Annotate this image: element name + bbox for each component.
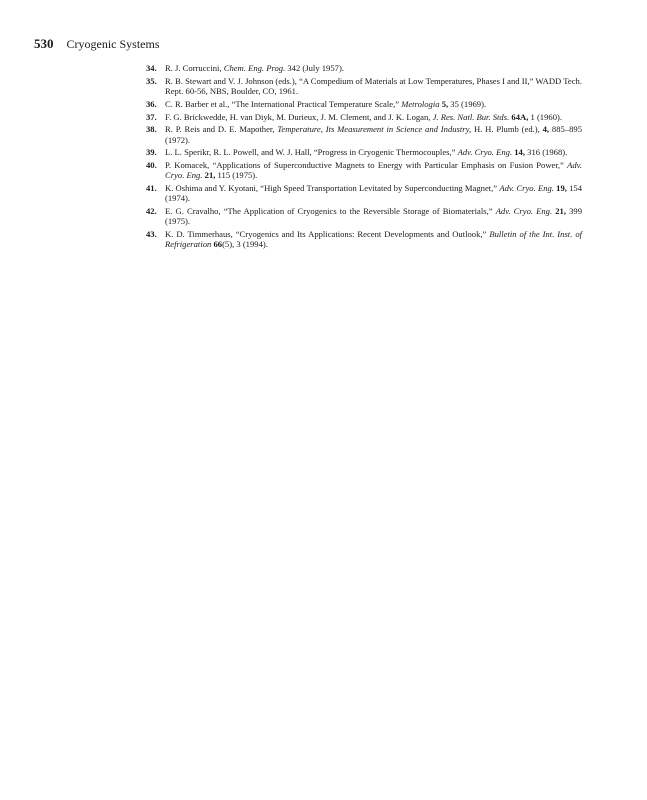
reference-number: 34. — [146, 63, 157, 73]
reference-item — [146, 147, 582, 157]
reference-bold-text: 19, — [556, 183, 567, 194]
reference-italic-text: J. Res. Natl. Bur. Stds. — [432, 111, 510, 122]
reference-number: 38. — [146, 124, 157, 135]
reference-item — [146, 160, 582, 180]
reference-number: 42. — [146, 206, 157, 217]
reference-number: 39. — [146, 147, 157, 158]
reference-text-segment: P. Komacek, “Applications of Superconductive Magnets to Energy with Particular Emphasis on Fusion Power,” — [165, 160, 568, 171]
reference-text-segment: 316 (1968). — [525, 147, 568, 158]
reference-text-segment: K. D. Timmerhaus, “Cryogenics and Its Applications: Recent Developments and Outlook,” — [165, 229, 490, 240]
reference-item — [146, 112, 582, 122]
reference-text-segment: H. H. Plumb (ed.), — [471, 124, 543, 135]
reference-number: 40. — [146, 160, 157, 171]
reference-text — [165, 76, 582, 96]
reference-text — [165, 63, 344, 73]
reference-text-segment: (5), 3 (1994). — [222, 239, 268, 250]
reference-text-segment: L. L. Sperikr, R. L. Powell, and W. J. Hall, “Progress in Cryogenic Thermocouples,” — [165, 147, 458, 158]
reference-text — [165, 99, 486, 109]
reference-item — [146, 99, 582, 109]
reference-text-segment: R. J. Corruccini, — [165, 63, 224, 73]
reference-bold-text: 14, — [514, 147, 525, 158]
reference-text-segment: 399 (1975). — [165, 206, 583, 227]
reference-number: 35. — [146, 75, 157, 86]
reference-text — [165, 229, 582, 249]
reference-bold-text: 64A, — [511, 111, 529, 122]
reference-item — [146, 63, 582, 73]
reference-item — [146, 229, 582, 249]
reference-text — [165, 112, 562, 122]
reference-italic-text: Chem. Eng. Prog. — [223, 63, 286, 73]
reference-number: 36. — [146, 98, 157, 109]
reference-text-segment: R. B. Stewart and V. J. Johnson (eds.), “A Compedium of Materials at Low Temperatures, Phases I and II,” WADD Tech. Rept. 60-56, NBS, Boulder, CO, 1961. — [165, 75, 582, 96]
reference-text-segment: 885–895 (1972). — [165, 124, 583, 145]
reference-italic-text: Temperature, Its Measurement in Science and Industry, — [277, 124, 472, 135]
reference-italic-text: Bulletin of the Int. Inst. of Refrigeration — [165, 229, 583, 250]
reference-text — [165, 160, 582, 180]
reference-number: 43. — [146, 229, 157, 240]
reference-text-segment: 342 (July 1957). — [285, 63, 344, 73]
reference-italic-text: Adv. Cryo. Eng. — [457, 147, 513, 158]
reference-italic-text: Adv. Cryo. Eng. — [495, 206, 553, 217]
reference-item — [146, 206, 582, 226]
reference-italic-text: Adv. Cryo. Eng. — [499, 183, 554, 194]
reference-text-segment: 115 (1975). — [215, 170, 258, 181]
reference-item — [146, 124, 582, 144]
reference-list — [146, 63, 582, 252]
reference-italic-text: Adv. Cryo. Eng. — [165, 160, 582, 181]
reference-bold-text: 4, — [542, 124, 550, 135]
reference-text-segment: 1 (1960). — [528, 111, 562, 122]
reference-bold-text: 21, — [555, 206, 566, 217]
reference-number: 41. — [146, 183, 157, 194]
running-title: Cryogenic Systems — [66, 37, 160, 51]
reference-text — [165, 183, 582, 203]
reference-number: 37. — [146, 111, 157, 122]
page-number: 530 — [34, 36, 54, 51]
reference-item — [146, 76, 582, 96]
reference-text-segment: 35 (1969). — [448, 98, 487, 109]
reference-text — [165, 124, 582, 144]
reference-text — [165, 206, 582, 226]
page-header — [34, 36, 160, 52]
reference-bold-text: 5, — [441, 98, 449, 109]
reference-text-segment: E. G. Cravalho, “The Application of Cryogenics to the Reversible Storage of Biomaterials,” — [165, 206, 496, 217]
reference-text-segment: F. G. Brickwedde, H. van Diyk, M. Durieux, J. M. Clement, and J. K. Logan, — [165, 111, 433, 122]
reference-bold-text: 21, — [204, 170, 216, 181]
reference-bold-text: 66 — [213, 239, 223, 250]
reference-text-segment: 154 (1974). — [165, 183, 582, 204]
reference-item — [146, 183, 582, 203]
reference-text — [165, 147, 567, 157]
reference-text-segment: K. Oshima and Y. Kyotani, “High Speed Transportation Levitated by Superconducting Magnet,” — [165, 183, 500, 194]
reference-text-segment: R. P. Reis and D. E. Mapother, — [165, 124, 278, 135]
reference-italic-text: Metrologia — [401, 98, 440, 109]
reference-text-segment: C. R. Barber et al., “The International Practical Temperature Scale,” — [165, 98, 402, 109]
